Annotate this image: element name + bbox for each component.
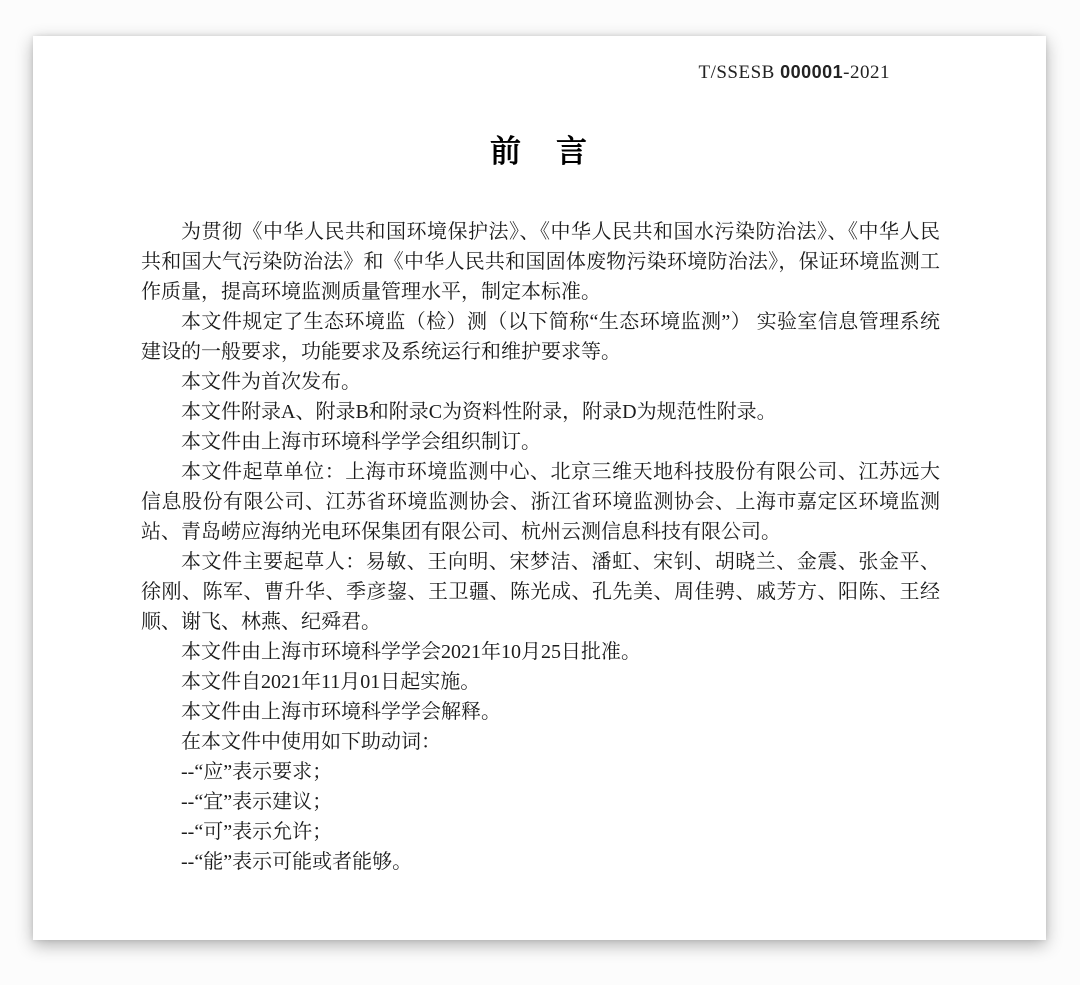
paragraph: --“宜”表示建议； [181, 791, 333, 813]
doc-code-number: 000001 [780, 62, 844, 82]
paragraph: --“可”表示允许； [181, 821, 333, 843]
paragraph: 本文件由上海市环境科学学会组织制订。 [181, 431, 541, 453]
paragraph: 在本文件中使用如下助动词： [181, 731, 441, 753]
doc-code [33, 62, 1046, 84]
paragraph: 本文件规定了生态环境监（检）测（以下简称“生态环境监测”） 实验室信息管理系统建设的一般要求，功能要求及系统运行和维护要求等。 [141, 311, 940, 363]
paragraph: 为贯彻《中华人民共和国环境保护法》、《中华人民共和国水污染防治法》、《中华人民共和国大气污染防治法》和《中华人民共和国固体废物污染环境防治法》，保证环境监测工作质量，提高环境监测质量管理水平，制定本标准。 [141, 221, 940, 303]
doc-code-prefix: T/SSESB [698, 62, 781, 83]
paragraph: 本文件由上海市环境科学学会解释。 [181, 701, 501, 723]
paragraph: 本文件附录A、附录B和附录C为资料性附录，附录D为规范性附录。 [181, 401, 777, 423]
document-page [33, 36, 1046, 940]
page-title: 前 言 [490, 134, 589, 169]
paragraph: 本文件由上海市环境科学学会2021年10月25日批准。 [181, 641, 641, 663]
paragraph: 本文件主要起草人：易敏、王向明、宋梦洁、潘虹、宋钊、胡晓兰、金震、张金平、徐刚、陈军、曹升华、季彦鋆、王卫疆、陈光成、孔先美、周佳骋、戚芳方、阳陈、王经顺、谢飞、林燕、纪舜君。 [141, 551, 940, 633]
foreword-body [33, 217, 1046, 877]
paragraph: 本文件为首次发布。 [181, 371, 361, 393]
paragraph: --“能”表示可能或者能够。 [181, 851, 413, 873]
paragraph: 本文件自2021年11月01日起实施。 [181, 671, 481, 693]
paragraph: 本文件起草单位：上海市环境监测中心、北京三维天地科技股份有限公司、江苏远大信息股份有限公司、江苏省环境监测协会、浙江省环境监测协会、上海市嘉定区环境监测站、青岛崂应海纳光电环保集团有限公司、杭州云测信息科技有限公司。 [141, 461, 940, 543]
doc-code-suffix: -2021 [843, 62, 890, 83]
paragraph: --“应”表示要求； [181, 761, 333, 783]
